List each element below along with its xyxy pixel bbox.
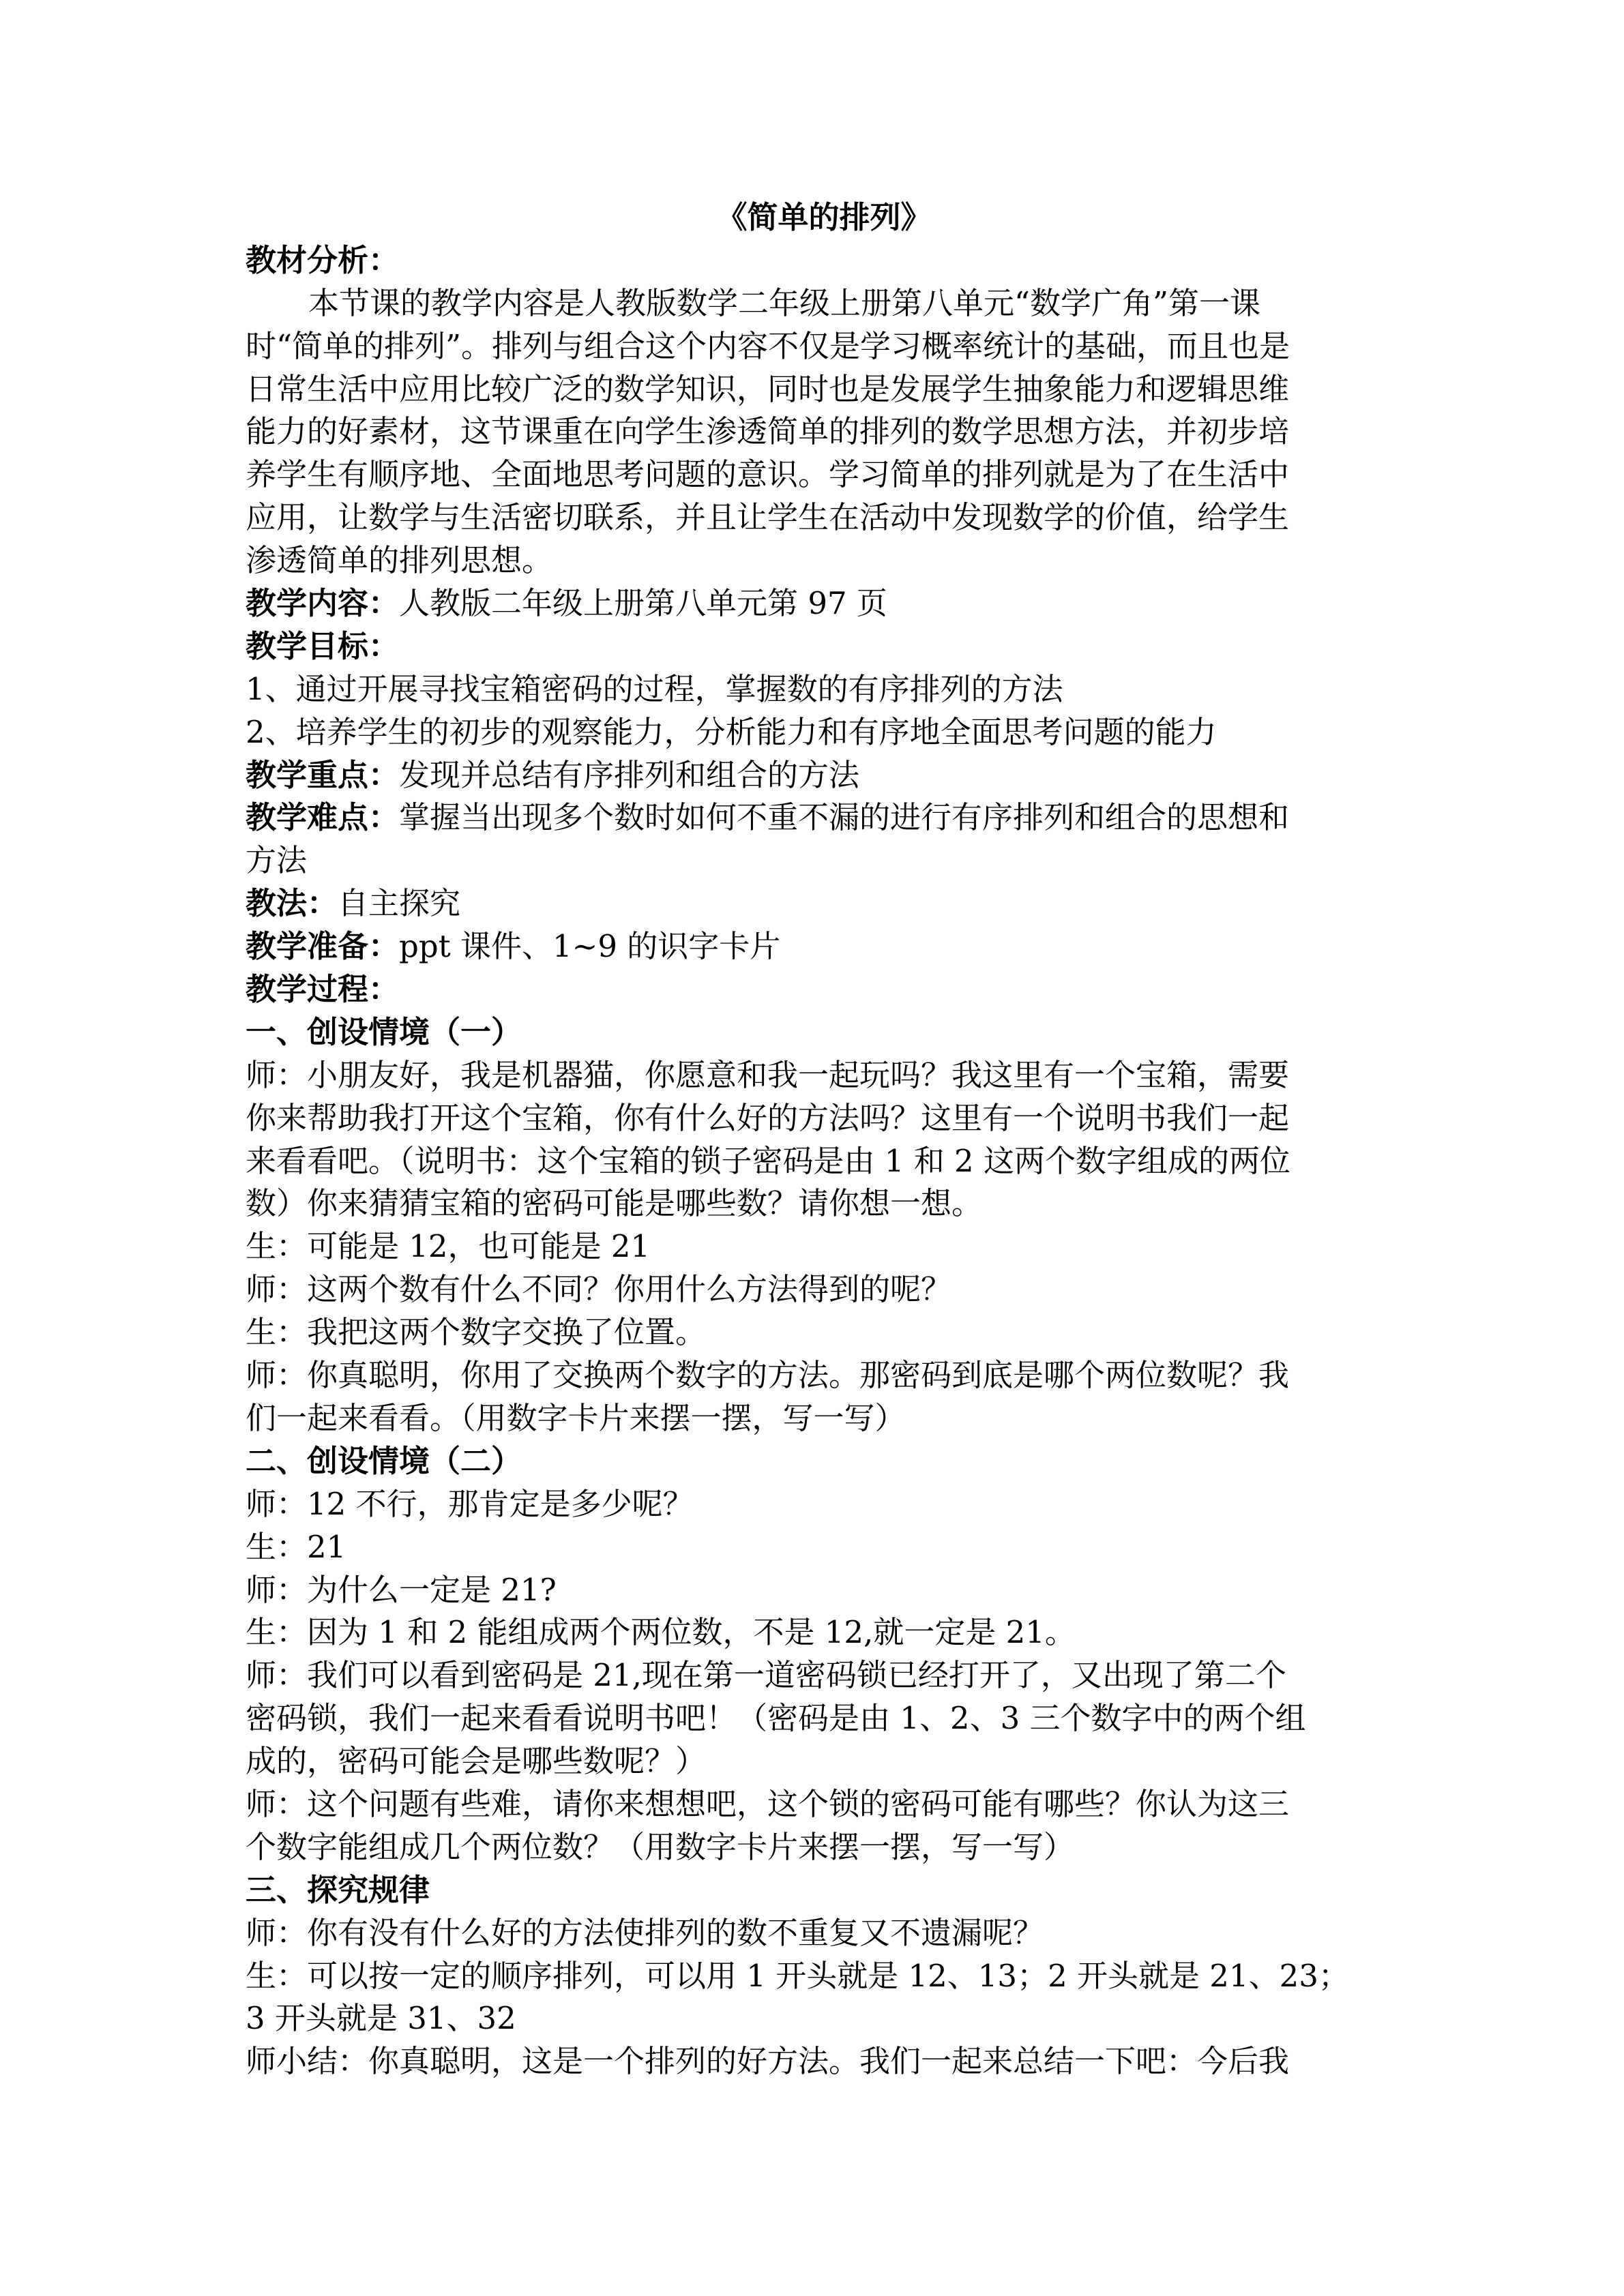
section2-line: 生：因为 1 和 2 能组成两个两位数，不是 12,就一定是 21。	[246, 1614, 1076, 1651]
content-label: 教学内容：	[246, 585, 400, 622]
analysis-line: 日常生活中应用比较广泛的数学知识，同时也是发展学生抽象能力和逻辑思维	[246, 370, 1290, 407]
section2-line: 师：我们可以看到密码是 21,现在第一道密码锁已经打开了，又出现了第二个	[246, 1657, 1286, 1694]
analysis-line: 时“简单的排列”。排列与组合这个内容不仅是学习概率统计的基础，而且也是	[246, 327, 1290, 364]
section2-line: 师：这个问题有些难，请你来想想吧，这个锁的密码可能有哪些？你认为这三	[246, 1785, 1290, 1822]
section2-line: 密码锁，我们一起来看看说明书吧！（密码是由 1、2、3 三个数字中的两个组	[246, 1700, 1306, 1737]
section3-line: 师小结：你真聪明，这是一个排列的好方法。我们一起来总结一下吧：今后我	[246, 2043, 1290, 2080]
analysis-line: 能力的好素材，这节课重在向学生渗透简单的排列的数学思想方法，并初步培	[246, 413, 1290, 450]
difficulty-text: 掌握当出现多个数时如何不重不漏的进行有序排列和组合的思想和	[399, 799, 1290, 836]
section3-line: 师：你有没有什么好的方法使排列的数不重复又不遗漏呢？	[246, 1914, 1044, 1951]
process-heading: 教学过程：	[246, 971, 400, 1008]
key-point-text: 发现并总结有序排列和组合的方法	[399, 756, 860, 793]
analysis-line: 本节课的教学内容是人教版数学二年级上册第八单元“数学广角”第一课	[308, 284, 1261, 321]
key-point-label: 教学重点：	[246, 756, 400, 793]
document-page	[246, 196, 1364, 2083]
difficulty-row	[246, 796, 1364, 839]
content-row	[246, 582, 1364, 625]
section3-line: 3 开头就是 31、32	[246, 2000, 516, 2037]
section1-line: 师：这两个数有什么不同？你用什么方法得到的呢？	[246, 1271, 952, 1308]
method-label: 教法：	[246, 885, 338, 922]
section2-line: 成的，密码可能会是哪些数呢？）	[246, 1743, 707, 1780]
section3-heading: 三、探究规律	[246, 1871, 430, 1908]
key-point-row	[246, 754, 1364, 797]
goals-heading: 教学目标：	[246, 627, 400, 664]
section1-line: 们一起来看看。（用数字卡片来摆一摆，写一写）	[246, 1399, 906, 1436]
goal-item: 1、通过开展寻找宝箱密码的过程，掌握数的有序排列的方法	[246, 670, 1063, 707]
section2-line: 师：12 不行，那肯定是多少呢？	[246, 1485, 694, 1522]
section1-line: 师：小朋友好，我是机器猫，你愿意和我一起玩吗？我这里有一个宝箱，需要	[246, 1056, 1290, 1093]
section1-line: 生：我把这两个数字交换了位置。	[246, 1314, 707, 1351]
section3-line: 生：可以按一定的顺序排列，可以用 1 开头就是 12、13；2 开头就是 21、23；	[246, 1957, 1349, 1994]
section1-line: 你来帮助我打开这个宝箱，你有什么好的方法吗？这里有一个说明书我们一起	[246, 1099, 1290, 1136]
method-text: 自主探究	[338, 885, 461, 922]
section2-line: 生：21	[246, 1528, 346, 1565]
section1-line: 来看看吧。（说明书：这个宝箱的锁子密码是由 1 和 2 这两个数字组成的两位	[246, 1142, 1290, 1179]
analysis-line: 应用，让数学与生活密切联系，并且让学生在活动中发现数学的价值，给学生	[246, 499, 1290, 536]
difficulty-continuation: 方法	[246, 842, 308, 879]
section1-heading: 一、创设情境（一）	[246, 1013, 522, 1050]
section1-line: 师：你真聪明，你用了交换两个数字的方法。那密码到底是哪个两位数呢？我	[246, 1357, 1290, 1394]
section1-line: 数）你来猜猜宝箱的密码可能是哪些数？请你想一想。	[246, 1185, 983, 1222]
analysis-heading: 教材分析：	[246, 241, 400, 278]
prep-label: 教学准备：	[246, 928, 400, 965]
section1-line: 生：可能是 12，也可能是 21	[246, 1228, 651, 1265]
method-row	[246, 882, 1364, 925]
section2-line: 个数字能组成几个两位数？（用数字卡片来摆一摆，写一写）	[246, 1828, 1075, 1865]
section2-line: 师：为什么一定是 21?	[246, 1571, 557, 1608]
goal-item: 2、培养学生的初步的观察能力，分析能力和有序地全面思考问题的能力	[246, 713, 1217, 750]
difficulty-label: 教学难点：	[246, 799, 400, 836]
section2-heading: 二、创设情境（二）	[246, 1442, 522, 1479]
content-text: 人教版二年级上册第八单元第 97 页	[399, 585, 887, 622]
analysis-line: 渗透简单的排列思想。	[246, 542, 553, 579]
prep-row	[246, 925, 1364, 968]
analysis-line: 养学生有顺序地、全面地思考问题的意识。学习简单的排列就是为了在生活中	[246, 456, 1290, 493]
prep-text: ppt 课件、1~9 的识字卡片	[399, 928, 781, 965]
document-title: 《简单的排列》	[716, 199, 932, 235]
